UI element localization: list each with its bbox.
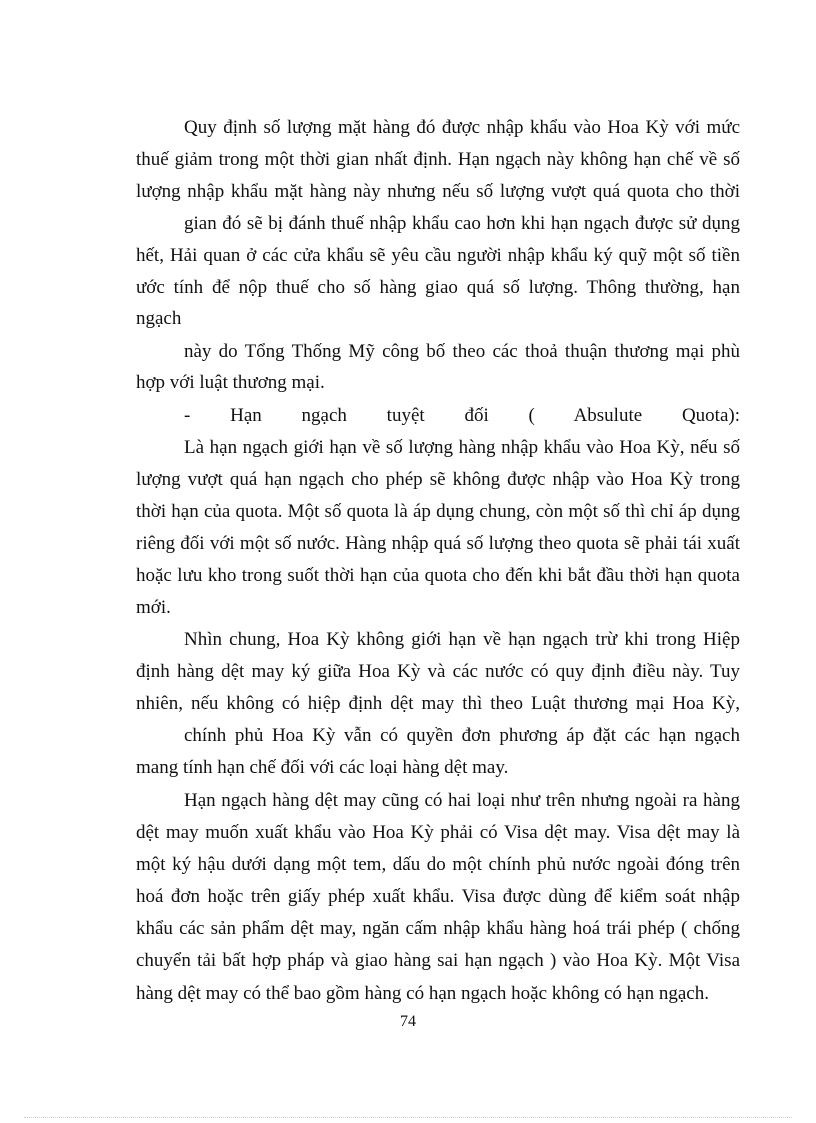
page-bottom-divider [24, 1117, 792, 1118]
text-line: hợp với luật thương mại. [136, 372, 325, 393]
text-line: Quy định số lượng mặt hàng đó được nhập khẩu vào Hoa Kỳ với mức [184, 117, 740, 138]
text-line: này do Tổng Thống Mỹ công bố theo các thoả thuận thương mại phù [184, 341, 740, 362]
text-line: chuyển tải bất hợp pháp và giao hàng sai hạn ngạch ) vào Hoa Kỳ. Một Visa [136, 950, 740, 971]
text-line: mới. [136, 597, 171, 618]
text-line: hoặc lưu kho trong suốt thời hạn của quota cho đến khi bắt đầu thời hạn quota [136, 565, 740, 586]
text-line: lượng nhập khẩu mặt hàng này nhưng nếu số lượng vượt quá quota cho thời [136, 181, 740, 202]
text-line: thời hạn của quota. Một số quota là áp dụng chung, còn một số thì chỉ áp dụng [136, 501, 740, 522]
text-line: nhiên, nếu không có hiệp định dệt may thì theo Luật thương mại Hoa Kỳ, [136, 693, 740, 714]
text-line: chính phủ Hoa Kỳ vẫn có quyền đơn phương áp đặt các hạn ngạch [184, 725, 740, 746]
text-line: gian đó sẽ bị đánh thuế nhập khẩu cao hơn khi hạn ngạch được sử dụng [184, 213, 740, 234]
text-line: riêng đối với một số nước. Hàng nhập quá số lượng theo quota sẽ phải tái xuất [136, 533, 740, 554]
text-line: lượng vượt quá hạn ngạch cho phép sẽ không được nhập vào Hoa Kỳ trong [136, 469, 740, 490]
text-line: định hàng dệt may ký giữa Hoa Kỳ và các nước có quy định điều này. Tuy [136, 661, 740, 682]
text-line: thuế giảm trong một thời gian nhất định. Hạn ngạch này không hạn chế về số [136, 149, 740, 170]
text-line: Là hạn ngạch giới hạn về số lượng hàng nhập khẩu vào Hoa Kỳ, nếu số [184, 437, 740, 458]
text-line: ngạch [136, 308, 182, 329]
text-line: dệt may muốn xuất khẩu vào Hoa Kỳ phải có Visa dệt may. Visa dệt may là [136, 822, 740, 843]
text-line: khẩu các sản phẩm dệt may, ngăn cấm nhập khẩu hàng hoá trái phép ( chống [136, 918, 740, 939]
text-line: Nhìn chung, Hoa Kỳ không giới hạn về hạn ngạch trừ khi trong Hiệp [184, 629, 740, 650]
text-line: hàng dệt may có thể bao gồm hàng có hạn ngạch hoặc không có hạn ngạch. [136, 983, 709, 1004]
text-line: hoá đơn hoặc trên giấy phép xuất khẩu. Visa được dùng để kiểm soát nhập [136, 886, 740, 907]
text-line: ước tính để nộp thuế cho số hàng giao quá số lượng. Thông thường, hạn [136, 277, 740, 298]
text-line: hết, Hải quan ở các cửa khẩu sẽ yêu cầu người nhập khẩu ký quỹ một số tiền [136, 245, 740, 266]
text-line: Hạn ngạch hàng dệt may cũng có hai loại như trên nhưng ngoài ra hàng [184, 790, 740, 811]
section-heading: - Hạn ngạch tuyệt đối ( Absulute Quota): [184, 405, 740, 426]
page-number: 74 [400, 1013, 416, 1030]
text-line: một ký hậu dưới dạng một tem, dấu do một chính phủ nước ngoài đóng trên [136, 854, 740, 875]
text-line: mang tính hạn chế đối với các loại hàng dệt may. [136, 757, 509, 778]
